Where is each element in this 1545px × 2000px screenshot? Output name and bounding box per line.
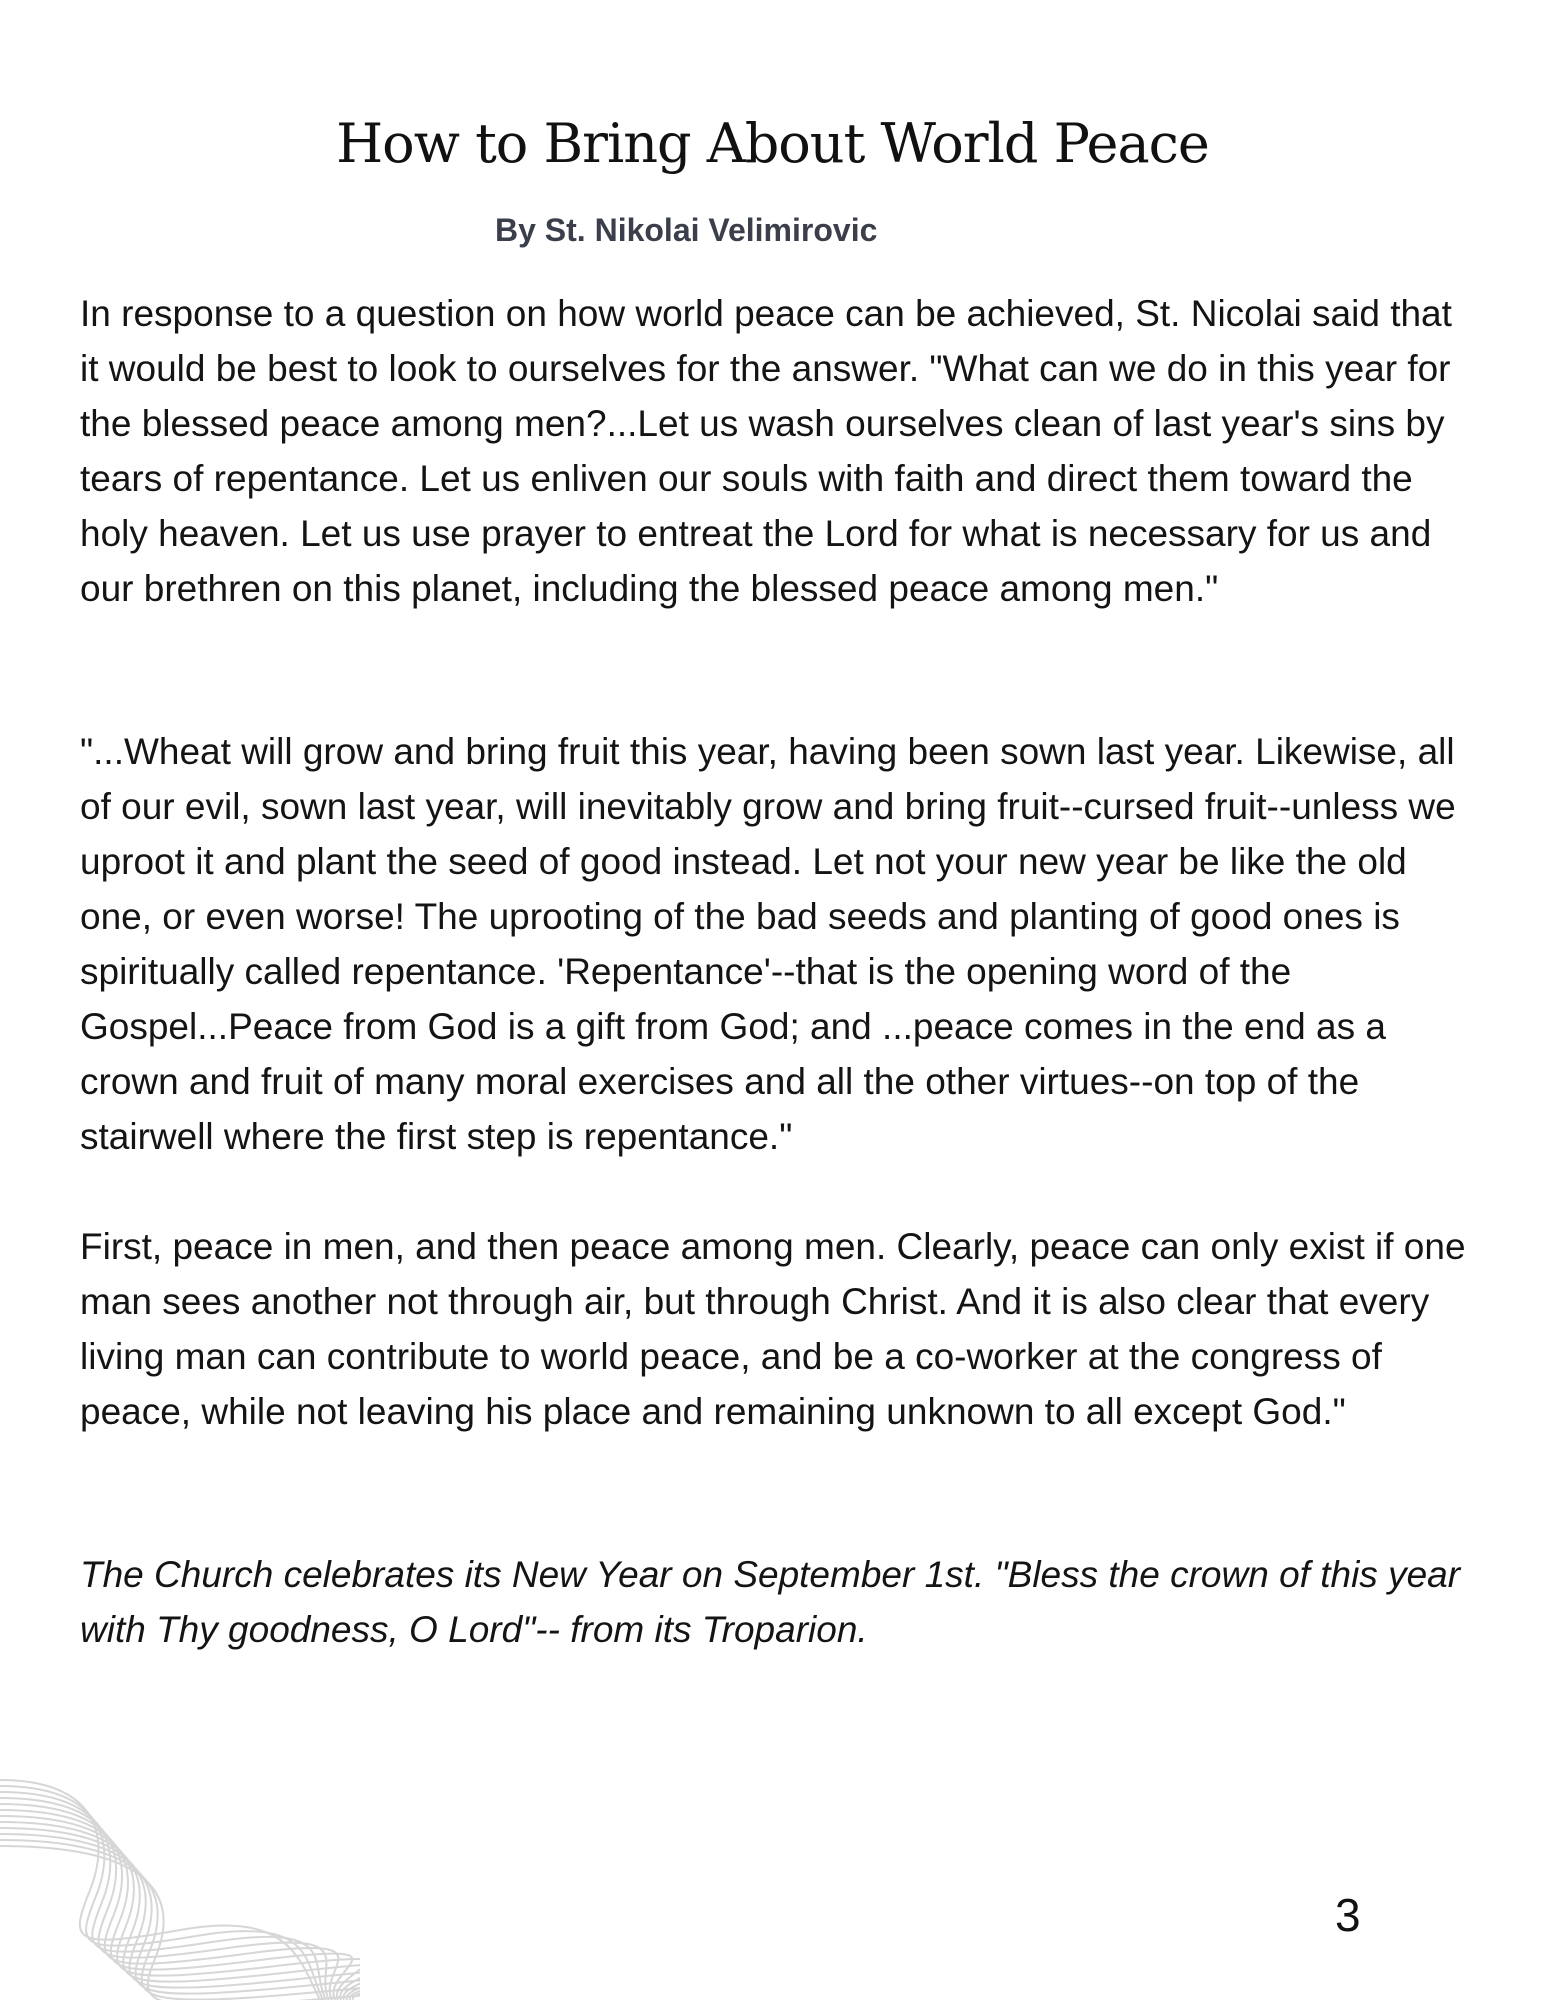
concentric-arcs-icon: [0, 1760, 360, 2000]
italic-note-paragraph: The Church celebrates its New Year on September 1st. "Bless the crown of this year with Thy goodness, O Lord"-- from its Troparion.: [80, 1554, 1461, 1650]
paragraph: In response to a question on how world peace can be achieved, St. Nicolai said that it would be best to look to ourselves for the answer. "What can we do in this year for the blessed peace among men?...Let us wash ourselves clean of last year's sins by tears of repentance. Let us enliven our souls with faith and direct them toward the holy heaven. Let us use prayer to entreat the Lord for what is necessary for us and our brethren on this planet, including the blessed peace among men.": [80, 293, 1452, 609]
paragraph: First, peace in men, and then peace among men. Clearly, peace can only exist if one man sees another not through air, but through Christ. And it is also clear that every living man can contribute to world peace, and be a co-worker at the congress of peace, while not leaving his place and remaining unknown to all except God.": [80, 1226, 1466, 1432]
page-title: How to Bring About World Peace: [336, 112, 1209, 175]
page-number: 3: [1335, 1889, 1361, 1941]
paragraph: "...Wheat will grow and bring fruit this year, having been sown last year. Likewise, all of our evil, sown last year, will inevitably grow and bring fruit--cursed fruit--unless we uproot it and plant the seed of good instead. Let not your new year be like the old one, or even worse! The uprooting of the bad seeds and planting of good ones is spiritually called repentance. 'Repentance'--that is the opening word of the Gospel...Peace from God is a gift from God; and ...peace comes in the end as a crown and fruit of many moral exercises and all the other virtues--on top of the stairwell where the first step is repentance.": [80, 731, 1456, 1157]
decorative-arc-line: [0, 1804, 338, 2000]
decorative-arc-line: [0, 1846, 360, 2000]
byline: By St. Nikolai Velimirovic: [495, 212, 878, 248]
